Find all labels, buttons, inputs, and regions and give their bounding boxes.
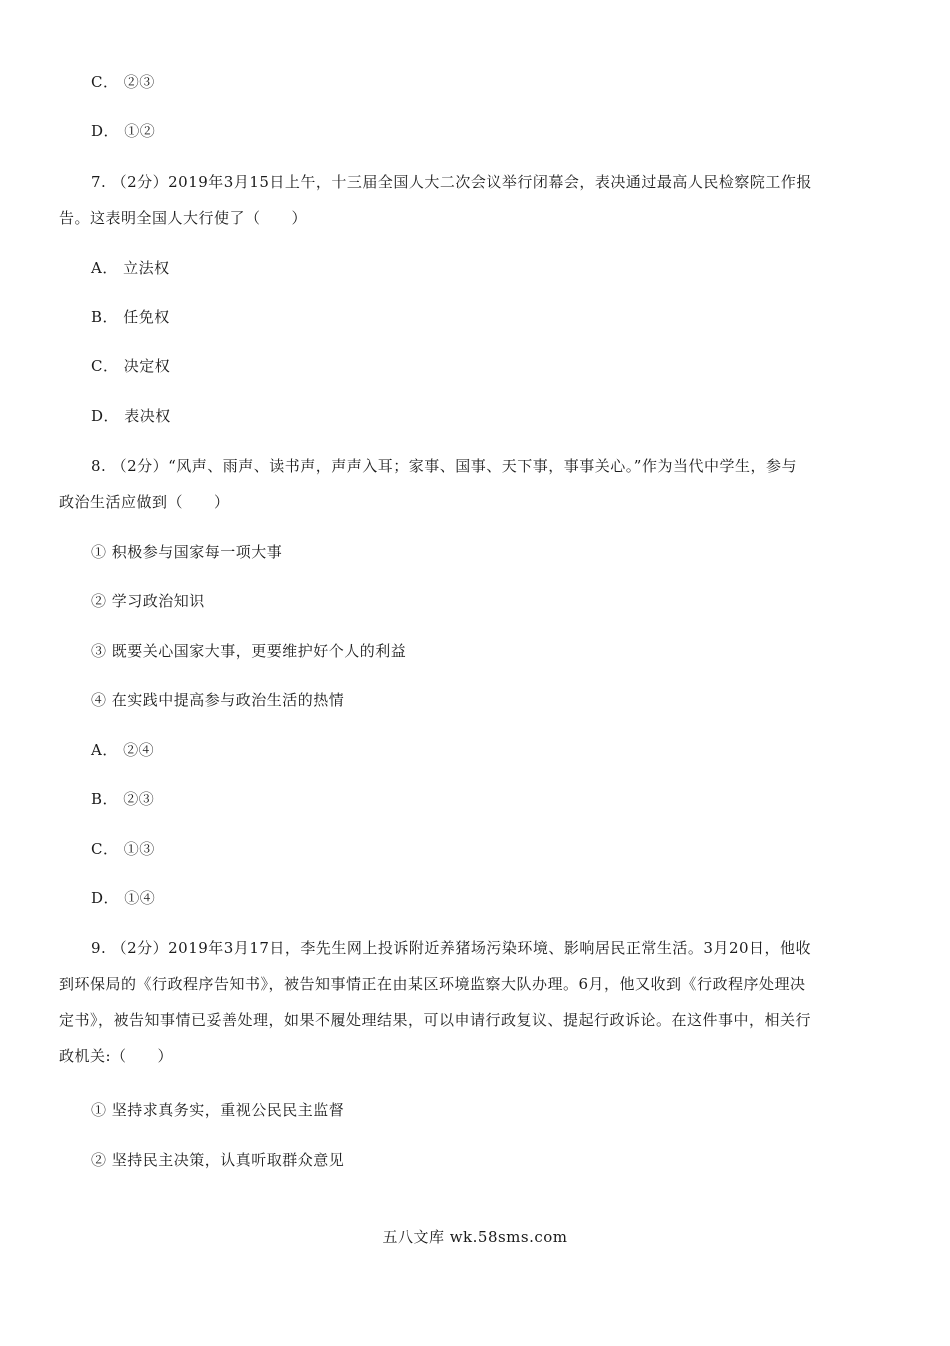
question-stem-cont: 政治生活应做到（ ）: [59, 493, 230, 511]
page-footer: 五八文库 wk.58sms.com: [382, 1228, 568, 1246]
question-stem-cont: 政机关:（ ）: [59, 1047, 174, 1065]
statement-2: ② 坚持民主决策，认真听取群众意见: [91, 1151, 345, 1169]
question-stem-cont: 告。这表明全国人大行使了（ ）: [59, 209, 308, 227]
option-a: A． ②④: [91, 741, 155, 759]
question-stem: 8. （2分）“风声、雨声、读书声，声声入耳；家事、国事、天下事，事事关心。”作为当代中学生，参与: [91, 457, 797, 475]
statement-1: ① 坚持求真务实，重视公民民主监督: [91, 1101, 345, 1119]
option-c: C． ①③: [91, 840, 155, 858]
option-c: C． ②③: [91, 73, 155, 91]
statement-2: ② 学习政治知识: [91, 592, 205, 610]
statement-4: ④ 在实践中提高参与政治生活的热情: [91, 691, 345, 709]
option-c: C． 决定权: [91, 357, 171, 375]
option-d: D． ①④: [91, 889, 156, 907]
option-b: B． ②③: [91, 790, 155, 808]
statement-3: ③ 既要关心国家大事，更要维护好个人的利益: [91, 642, 407, 660]
option-d: D． ①②: [91, 122, 156, 140]
option-d: D． 表决权: [91, 407, 171, 425]
option-a: A． 立法权: [91, 259, 170, 277]
question-stem: 7. （2分）2019年3月15日上午，十三届全国人大二次会议举行闭幕会，表决通过最高人民检察院工作报: [91, 173, 812, 191]
question-stem: 9. （2分）2019年3月17日，李先生网上投诉附近养猪场污染环境、影响居民正常生活。3月20日，他收: [91, 939, 812, 957]
option-b: B． 任免权: [91, 308, 170, 326]
question-stem-cont: 到环保局的《行政程序告知书》，被告知事情正在由某区环境监察大队办理。6月，他又收到《行政程序处理决: [59, 975, 806, 993]
question-stem-cont: 定书》，被告知事情已妥善处理，如果不履处理结果，可以申请行政复议、提起行政诉论。在这件事中，相关行: [59, 1011, 812, 1029]
statement-1: ① 积极参与国家每一项大事: [91, 543, 283, 561]
